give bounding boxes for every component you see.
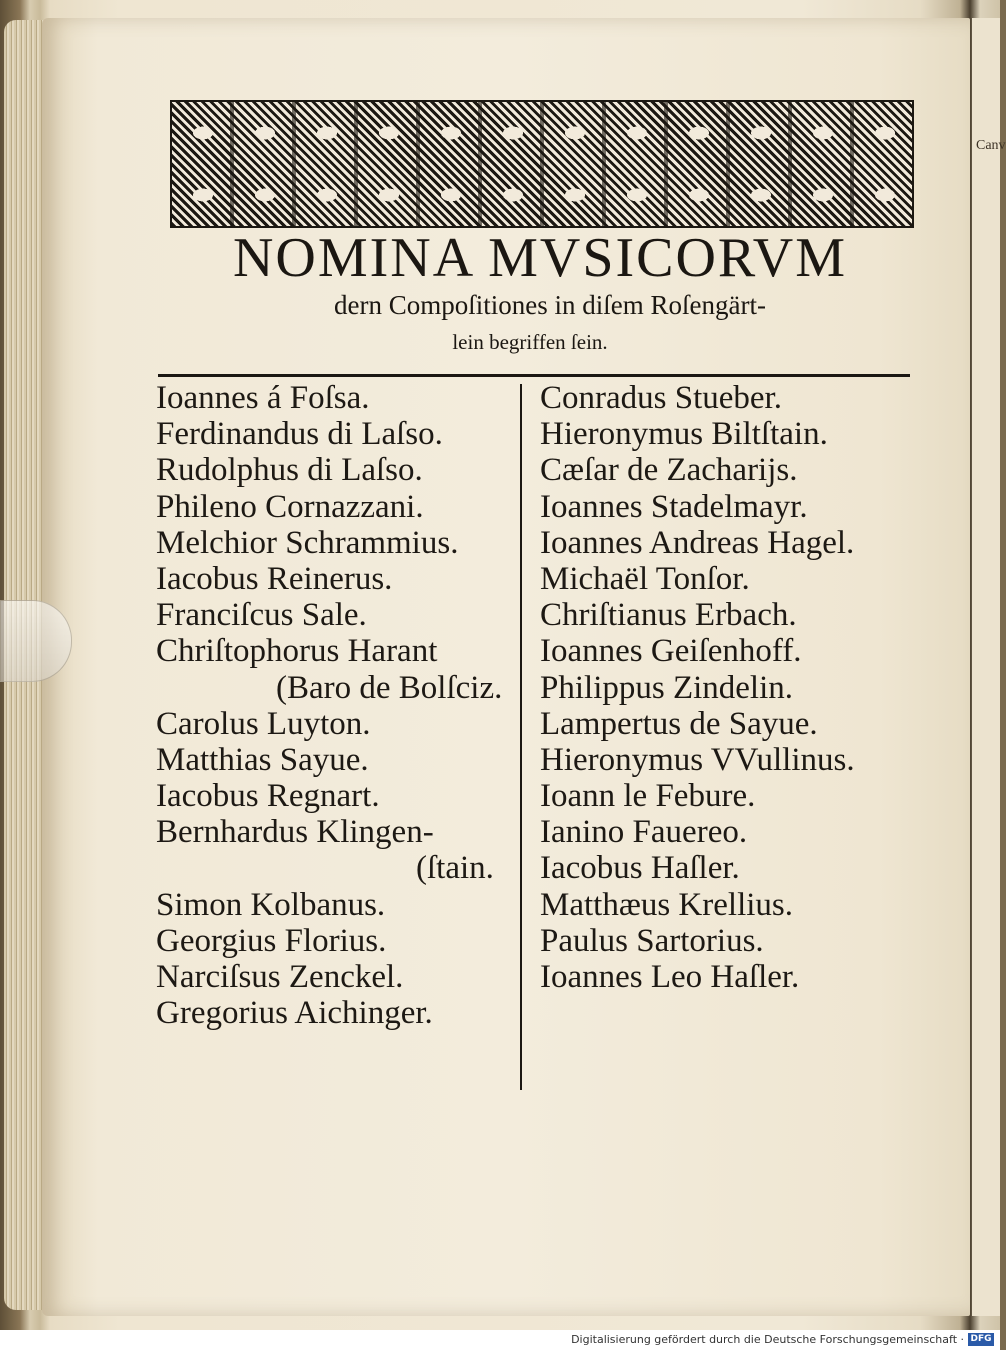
composer-name: Matthias Sayue. [156, 741, 369, 778]
composer-name: Lampertus de Sayue. [540, 705, 818, 742]
column-divider [520, 384, 522, 1090]
composer-name: Rudolphus di Laſso. [156, 452, 423, 489]
composer-name: Hieronymus Biltſtain. [540, 416, 828, 453]
composer-name: Ioannes Geiſenhoff. [540, 633, 802, 670]
composer-name: Ianino Fauereo. [540, 814, 748, 851]
composer-name: Phileno Cornazzani. [156, 488, 424, 525]
composer-name-continuation: (Baro de Bolſciz. [276, 669, 503, 706]
funding-credit: Digitalisierung gefördert durch die Deutsche Forschungsgemeinschaft · [571, 1333, 964, 1346]
composer-name: Philippus Zindelin. [540, 669, 794, 706]
composer-name: Hieronymus VVullinus. [540, 741, 855, 778]
composer-name: Paulus Sartorius. [540, 922, 764, 959]
facing-page-edge [972, 18, 1006, 1316]
composer-name: Simon Kolbanus. [156, 886, 386, 923]
composer-name: Ioannes Andreas Hagel. [540, 524, 855, 561]
names-column-right [540, 380, 920, 995]
composer-name: Ioannes Stadelmayr. [540, 488, 808, 525]
composer-name: Gregorius Aichinger. [156, 995, 433, 1032]
composer-name: Ioannes Leo Haſler. [540, 959, 800, 995]
composer-name: Georgius Florius. [156, 922, 387, 959]
composer-name: Melchior Schrammius. [156, 524, 459, 561]
composer-name: Carolus Luyton. [156, 705, 371, 742]
subtitle-line-2: lein begriffen ſein. [452, 330, 608, 354]
composer-name: Iacobus Regnart. [156, 778, 380, 815]
horizontal-rule [158, 374, 910, 377]
composer-name: Ioann le Febure. [540, 778, 756, 815]
dfg-logo: DFG [968, 1333, 994, 1346]
composer-name: Conradus Stueber. [540, 380, 782, 416]
subtitle-line-1: dern Compoſitiones in diſem Roſengärt- [334, 290, 766, 320]
composer-name: Chriſtophorus Harant [156, 633, 438, 670]
composer-name: Narciſsus Zenckel. [156, 959, 404, 995]
composer-name: Chriſtianus Erbach. [540, 597, 797, 634]
composer-name: Franciſcus Sale. [156, 597, 367, 634]
composer-name: Iacobus Haſler. [540, 850, 740, 887]
composer-name: Michaël Tonſor. [540, 560, 750, 597]
composer-name: Iacobus Reinerus. [156, 560, 393, 597]
names-column-left [156, 380, 516, 1031]
facing-page-text: Canv [976, 138, 1006, 153]
composer-name: Ioannes á Foſsa. [156, 380, 370, 416]
composer-name-continuation: (ſtain. [416, 850, 494, 887]
composer-name: Cæſar de Zacharijs. [540, 452, 798, 489]
woodcut-ornament-band [172, 102, 912, 226]
composer-name: Bernhardus Klingen- [156, 814, 434, 851]
page-title: NOMINA MVSICORVM [232, 227, 848, 289]
composer-name: Matthæus Krellius. [540, 886, 793, 923]
composer-name: Ferdinandus di Laſso. [156, 416, 443, 453]
digitization-footer [0, 1330, 1000, 1350]
